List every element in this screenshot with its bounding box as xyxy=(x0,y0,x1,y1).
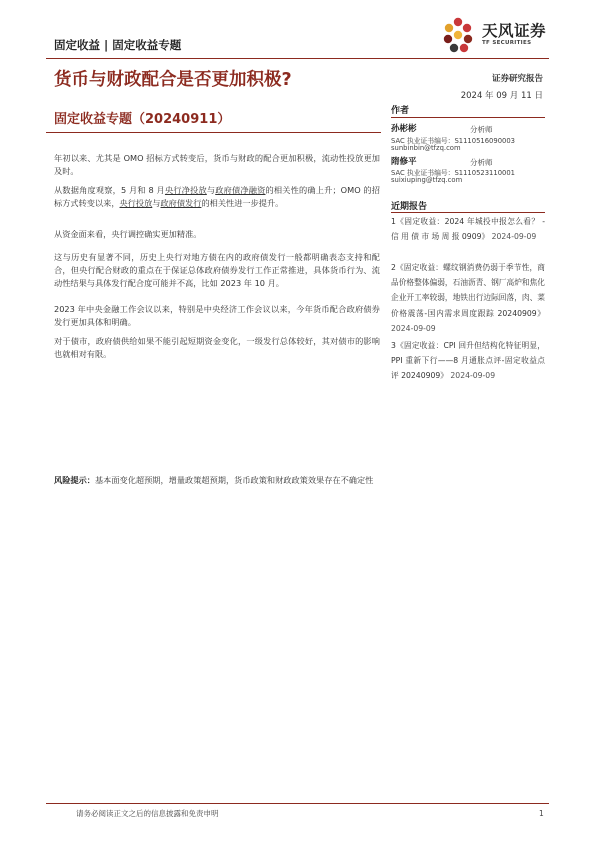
p2-highlight: 央行投放 xyxy=(119,198,153,209)
p2-text: 从数据角度观察，5 月和 8 月 xyxy=(54,185,165,195)
logo-text-en: TF SECURITIES xyxy=(482,40,532,46)
p2-text: 的相关性进一步提升。 xyxy=(201,198,284,209)
report-type: 证券研究报告 xyxy=(491,74,543,84)
analyst-email: suixiuping@tfzq.com xyxy=(391,176,463,184)
paragraph-4: 这与历史有显著不同，历史上央行对地方债在内的政府债发行一般都明确表态支持和配合，但央行配合财政的重点在于保证总体政府债券发行工作正常推进，具体货币行为、流动性结果与具体发行配合度可能并不高，比如 2023 年 10 月。 xyxy=(54,252,380,289)
p2-text: 与 xyxy=(152,198,161,209)
paragraph-1: 年初以来、尤其是 OMO 招标方式转变后，货币与财政的配合更加积极，流动性投放更加及时。 xyxy=(54,153,380,177)
header-rule xyxy=(46,58,549,59)
recent-report-date: 2024-09-09 xyxy=(450,371,496,381)
recent-report-title: 2《固定收益：螺纹钢消费仍弱于季节性，商品价格整体偏弱，石油沥青、钢厂高炉和焦化企业开工率较弱，地铁出行边际回落，肉、菜价格震荡-国内需求周度跟踪 20240909》 xyxy=(391,263,545,318)
footer-disclaimer: 请务必阅读正文之后的信息披露和免责申明 xyxy=(76,809,219,818)
report-date: 2024 年 09 月 11 日 xyxy=(460,91,543,101)
page-number: 1 xyxy=(539,809,544,818)
p2-text: 的相关性的确上升；OMO 的招标方式转变以来， xyxy=(54,185,380,209)
recent-report-item[interactable] xyxy=(391,338,545,384)
risk-label: 风险提示： xyxy=(54,475,95,485)
authors-heading: 作者 xyxy=(391,106,410,116)
report-title: 货币与财政配合是否更加积极? xyxy=(54,70,292,90)
recent-report-date: 2024-09-09 xyxy=(391,323,436,333)
analyst-cert: SAC 执业证书编号：S1110516090003 xyxy=(391,137,515,145)
recent-rule xyxy=(391,212,545,213)
recent-reports-heading: 近期报告 xyxy=(391,202,428,212)
analyst-name: 孙彬彬 xyxy=(391,124,417,134)
footer-rule xyxy=(46,803,549,804)
logo-text-cn: 天风证券 xyxy=(482,22,547,40)
report-subtitle: 固定收益专题（20240911） xyxy=(54,112,231,127)
title-rule xyxy=(46,132,381,133)
risk-warning xyxy=(54,474,380,487)
paragraph-2 xyxy=(54,184,380,210)
recent-report-date: 2024-09-09 xyxy=(491,232,537,242)
p2-highlight: 政府债净融资 xyxy=(215,185,266,195)
analyst-role: 分析师 xyxy=(470,125,493,134)
authors-rule xyxy=(391,117,545,118)
header-category: 固定收益 | 固定收益专题 xyxy=(54,38,182,52)
analyst-role: 分析师 xyxy=(470,158,493,167)
p2-text: 与 xyxy=(206,185,216,195)
recent-report-item[interactable] xyxy=(391,260,545,336)
analyst-email: sunbinbin@tfzq.com xyxy=(391,144,461,152)
analyst-name: 隋修平 xyxy=(391,157,417,167)
analyst-cert: SAC 执业证书编号：S1110523110001 xyxy=(391,169,515,177)
recent-report-item[interactable] xyxy=(391,214,545,244)
recent-report-title: 3《固定收益：CPI 回升但结构化特征明显，PPI 重新下行——8 月通胀点评-固定收益点评 20240909》 xyxy=(391,341,545,381)
p2-highlight: 政府债发行 xyxy=(160,198,202,209)
risk-text: 基本面变化超预期，增量政策超预期，货币政策和财政政策效果存在不确定性 xyxy=(94,475,374,485)
p2-highlight: 央行净投放 xyxy=(164,185,207,195)
recent-report-title: 1《固定收益：2024 年城投中报怎么看？ - 信 用 债 市 场 周 报 0909》 xyxy=(391,217,545,242)
paragraph-6: 对于债市，政府债供给如果不能引起短期资金变化，一级发行总体较好，其对债市的影响也就相对有限。 xyxy=(54,336,380,360)
paragraph-5: 2023 年中央金融工作会议以来，特别是中央经济工作会议以来，今年货币配合政府债券发行更加具体和明确。 xyxy=(54,304,380,328)
paragraph-3: 从资金面来看，央行调控确实更加精准。 xyxy=(54,229,202,239)
